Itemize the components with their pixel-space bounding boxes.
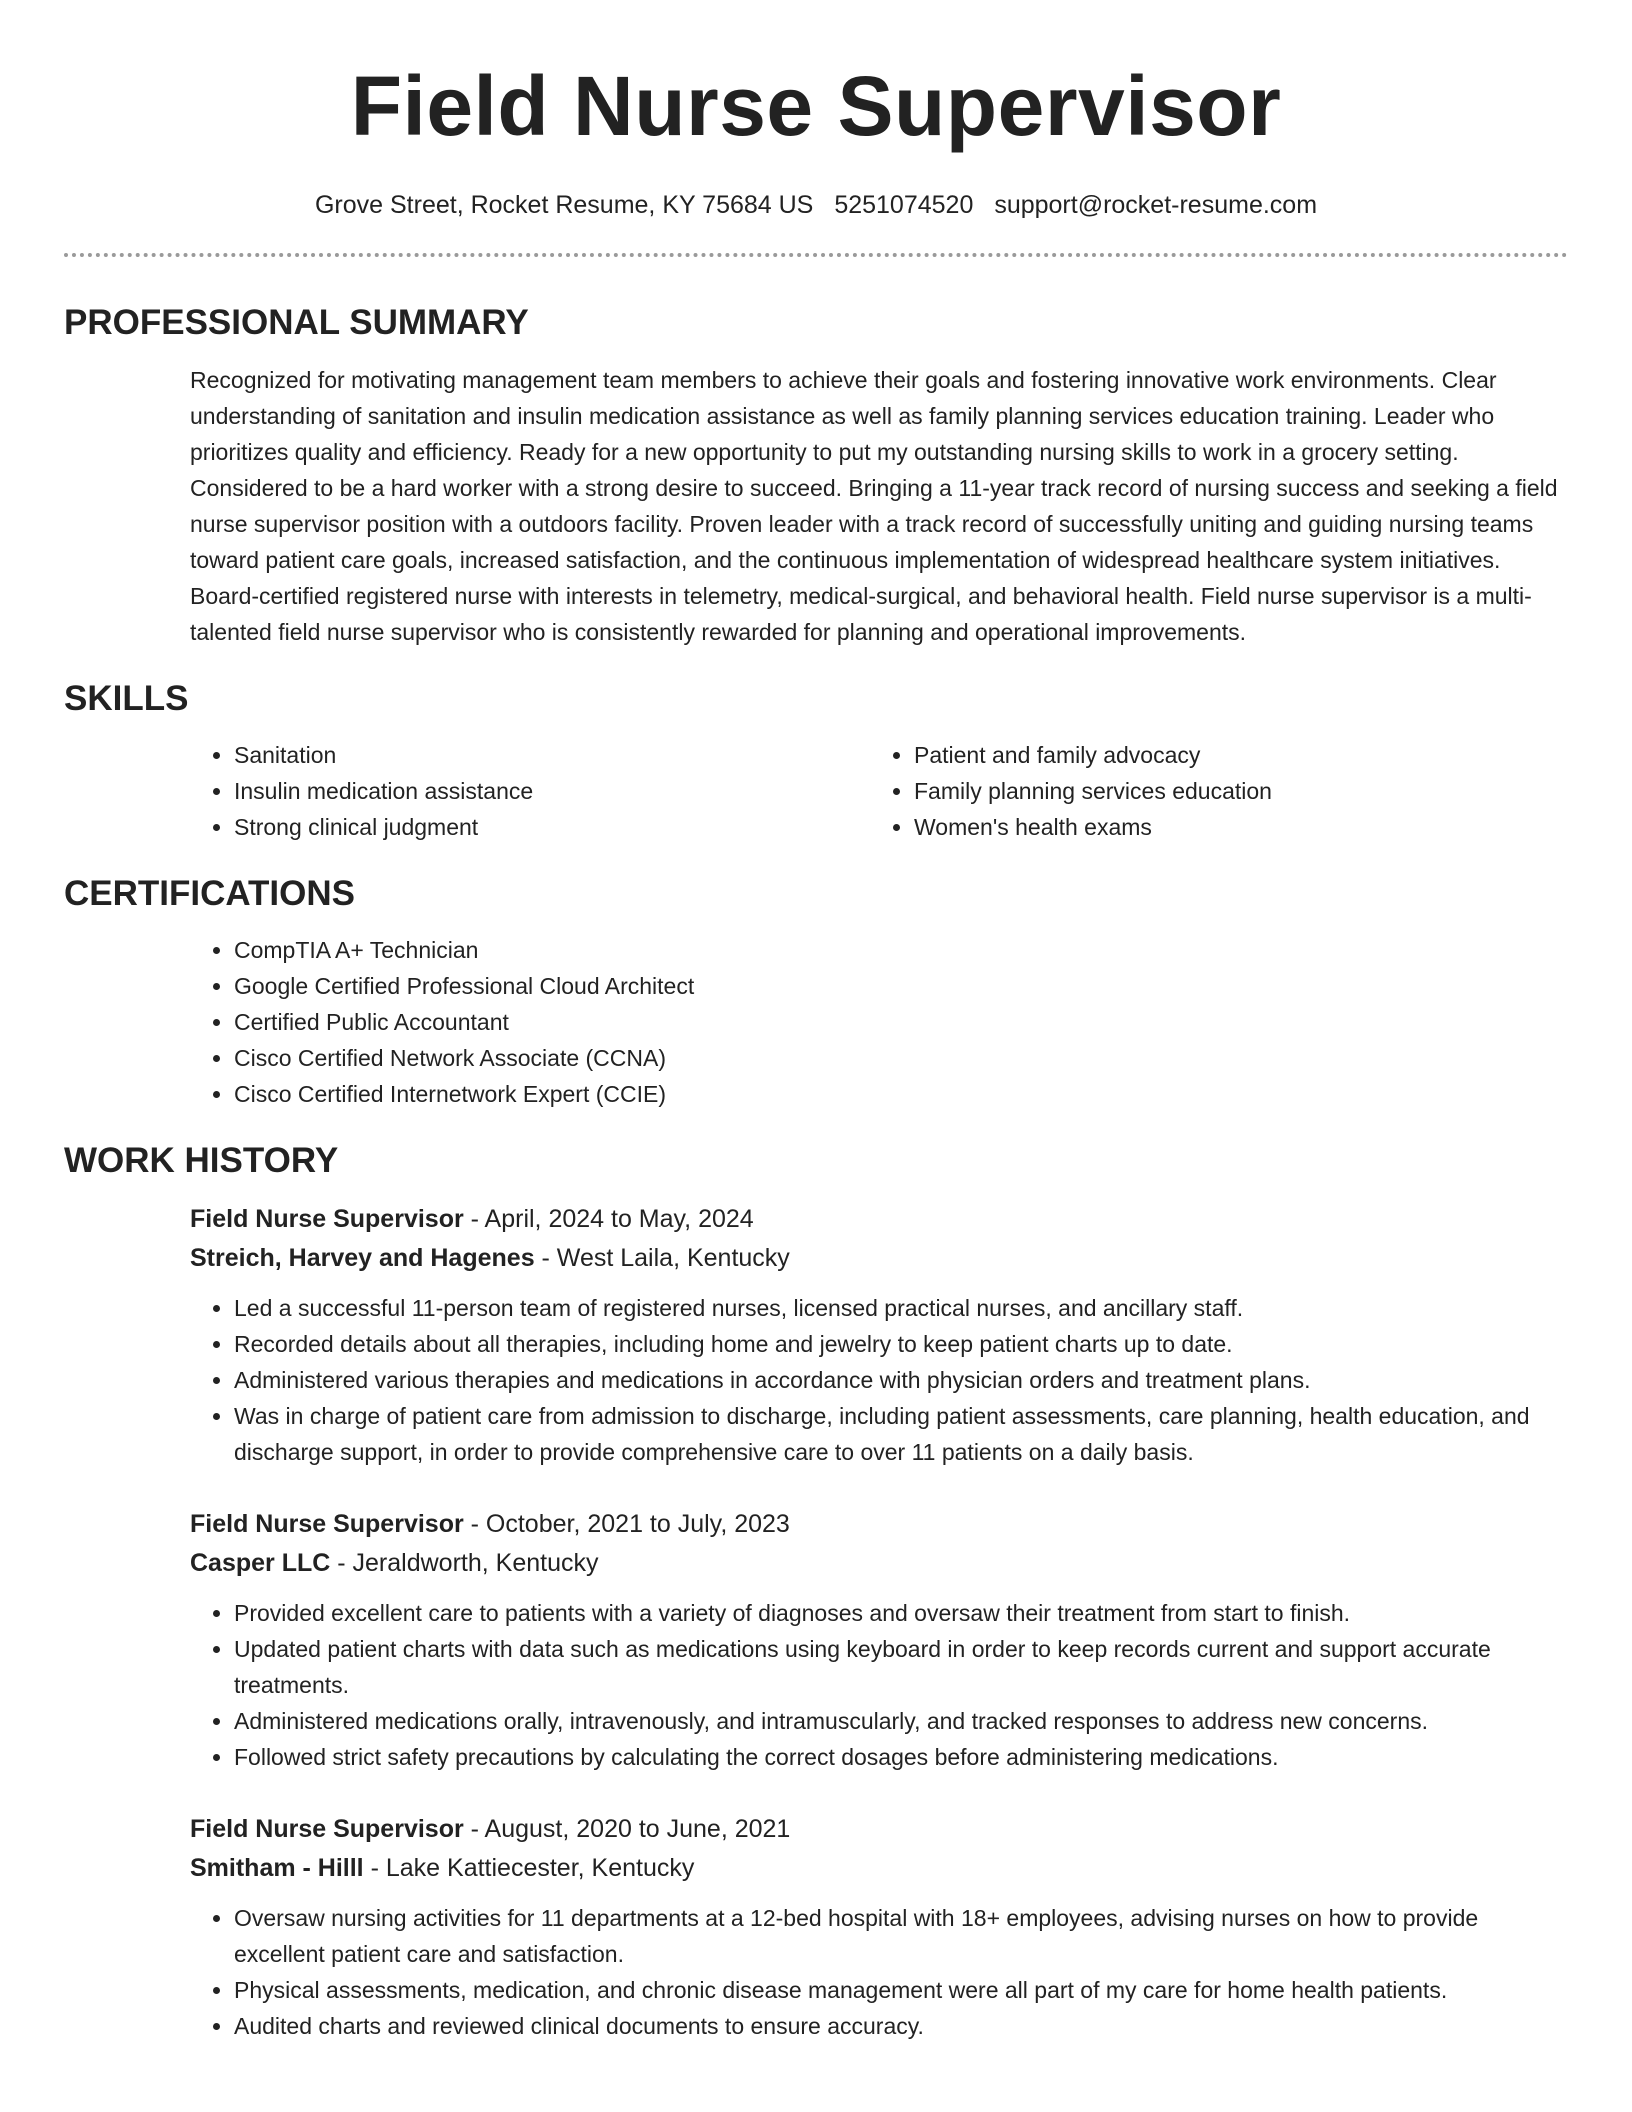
job-title-line bbox=[190, 1505, 1568, 1543]
certification-item: • Cisco Certified Internetwork Expert (CCIE) bbox=[234, 1076, 1568, 1112]
job-company: Casper LLC bbox=[190, 1549, 331, 1577]
job-entry bbox=[190, 1810, 1568, 2044]
summary-text: Recognized for motivating management team members to achieve their goals and fostering innovative work environments. Clear understanding of sanitation and insulin medication assistance as well as family planning services education training. Leader who prioritizes quality and efficiency. Ready for a new opportunity to put my outstanding nursing skills to work in a grocery setting. Considered to be a hard worker with a strong desire to succeed. Bringing a 11-year track record of nursing success and seeking a field nurse supervisor position with a outdoors facility. Proven leader with a track record of successfully uniting and guiding nursing teams toward patient care goals, increased satisfaction, and the continuous implementation of widespread healthcare system initiatives. Board-certified registered nurse with interests in telemetry, medical-surgical, and behavioral health. Field nurse supervisor is a multi-talented field nurse supervisor who is consistently rewarded for planning and operational improvements. bbox=[190, 367, 1558, 645]
header-divider bbox=[64, 253, 1568, 257]
job-dates: - August, 2020 to June, 2021 bbox=[463, 1815, 791, 1843]
job-title-line bbox=[190, 1810, 1568, 1848]
skill-item: • Sanitation bbox=[234, 737, 870, 773]
job-bullet: • Oversaw nursing activities for 11 departments at a 12-bed hospital with 18+ employees, advising nurses on how to provide excellent patient care and satisfaction. bbox=[234, 1900, 1568, 1972]
job-role: Field Nurse Supervisor bbox=[190, 1815, 464, 1843]
skill-item: • Strong clinical judgment bbox=[234, 809, 870, 845]
job-bullet: • Was in charge of patient care from admission to discharge, including patient assessments, care planning, health education, and discharge support, in order to provide comprehensive care to over 11 patients on a daily basis. bbox=[234, 1398, 1568, 1470]
job-location: - West Laila, Kentucky bbox=[534, 1244, 790, 1272]
job-bullet: • Audited charts and reviewed clinical documents to ensure accuracy. bbox=[234, 2008, 1568, 2044]
certification-item: • Cisco Certified Network Associate (CCNA) bbox=[234, 1040, 1568, 1076]
skills-heading: SKILLS bbox=[64, 679, 189, 718]
contact-line bbox=[64, 190, 1568, 220]
skills-list bbox=[190, 737, 1568, 845]
job-company-line bbox=[190, 1543, 1568, 1583]
certification-item: • CompTIA A+ Technician bbox=[234, 932, 1568, 968]
job-location: - Lake Kattiecester, Kentucky bbox=[363, 1854, 695, 1882]
job-bullet: • Recorded details about all therapies, including home and jewelry to keep patient charts up to date. bbox=[234, 1326, 1568, 1362]
job-entry bbox=[190, 1200, 1568, 1470]
job-bullet: • Updated patient charts with data such as medications using keyboard in order to keep records current and support accurate treatments. bbox=[234, 1631, 1568, 1703]
job-bullet: • Physical assessments, medication, and chronic disease management were all part of my care for home health patients. bbox=[234, 1972, 1568, 2008]
job-bullet: • Led a successful 11-person team of registered nurses, licensed practical nurses, and ancillary staff. bbox=[234, 1290, 1568, 1326]
job-dates: - April, 2024 to May, 2024 bbox=[463, 1205, 754, 1233]
work-history-heading: WORK HISTORY bbox=[64, 1141, 339, 1180]
job-bullet: • Followed strict safety precautions by calculating the correct dosages before administering medications. bbox=[234, 1739, 1568, 1775]
skill-item: • Patient and family advocacy bbox=[914, 737, 1550, 773]
job-dates: - October, 2021 to July, 2023 bbox=[463, 1510, 790, 1538]
contact-phone: 5251074520 bbox=[834, 191, 974, 219]
job-bullet: • Provided excellent care to patients with a variety of diagnoses and oversaw their treatment from start to finish. bbox=[234, 1595, 1568, 1631]
skill-item: • Family planning services education bbox=[914, 773, 1550, 809]
certification-item: • Google Certified Professional Cloud Architect bbox=[234, 968, 1568, 1004]
certifications-list bbox=[190, 932, 1568, 1112]
contact-email: support@rocket-resume.com bbox=[994, 191, 1318, 219]
job-company: Smitham - Hilll bbox=[190, 1854, 364, 1882]
job-location: - Jeraldworth, Kentucky bbox=[330, 1549, 599, 1577]
job-bullets bbox=[190, 1900, 1568, 2044]
job-bullet: • Administered medications orally, intravenously, and intramuscularly, and tracked responses to address new concerns. bbox=[234, 1703, 1568, 1739]
job-company-line bbox=[190, 1848, 1568, 1888]
job-company: Streich, Harvey and Hagenes bbox=[190, 1244, 535, 1272]
job-bullets bbox=[190, 1290, 1568, 1470]
candidate-name: Field Nurse Supervisor bbox=[350, 59, 1282, 153]
job-role: Field Nurse Supervisor bbox=[190, 1510, 464, 1538]
certification-item: • Certified Public Accountant bbox=[234, 1004, 1568, 1040]
contact-address: Grove Street, Rocket Resume, KY 75684 US bbox=[314, 191, 814, 219]
skill-item: • Women's health exams bbox=[914, 809, 1550, 845]
job-title-line bbox=[190, 1200, 1568, 1238]
job-bullet: • Administered various therapies and medications in accordance with physician orders and treatment plans. bbox=[234, 1362, 1568, 1398]
certifications-heading: CERTIFICATIONS bbox=[64, 874, 356, 913]
summary-heading: PROFESSIONAL SUMMARY bbox=[64, 303, 529, 342]
skills-column-right bbox=[870, 737, 1550, 845]
job-role: Field Nurse Supervisor bbox=[190, 1205, 464, 1233]
skills-column-left bbox=[190, 737, 870, 845]
skill-item: • Insulin medication assistance bbox=[234, 773, 870, 809]
job-company-line bbox=[190, 1238, 1568, 1278]
job-entry bbox=[190, 1505, 1568, 1775]
job-bullets bbox=[190, 1595, 1568, 1775]
